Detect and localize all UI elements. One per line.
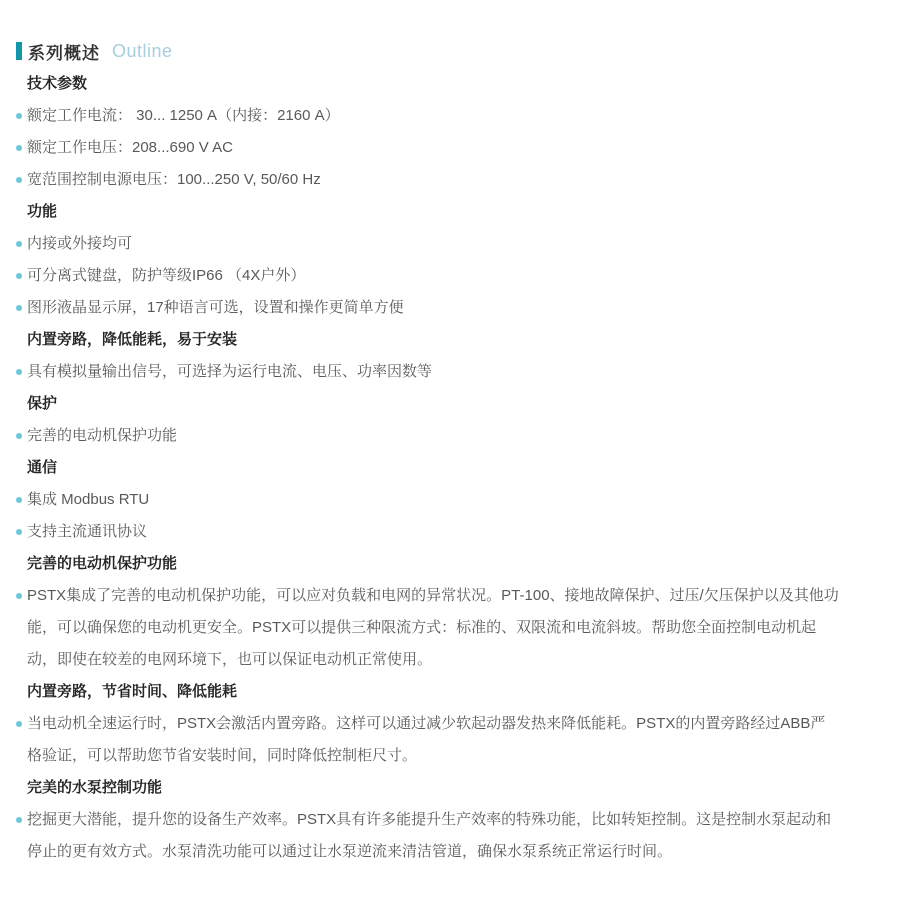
bullet-icon — [16, 817, 22, 823]
section-heading-tech-params: 技术参数 — [27, 75, 88, 92]
bullet-icon — [16, 433, 22, 439]
section-heading-bypass-save-time: 内置旁路，节省时间、降低能耗 — [27, 683, 238, 700]
list-item — [27, 292, 840, 324]
list-item-text: 额定工作电压：208...690 V AC — [27, 139, 233, 156]
list-item — [27, 228, 840, 260]
paragraph-text: PSTX集成了完善的电动机保护功能，可以应对负载和电网的异常状况。PT-100、接地故障保护、过压/欠压保护以及其他功能，可以确保您的电动机更安全。PSTX可以提供三种限流方式：标准的、双限流和电流斜坡。帮助您全面控制电动机起动，即使在较差的电网环境下，也可以保证电动机正常使用。 — [27, 587, 839, 668]
paragraph-item — [27, 708, 840, 772]
list-item — [27, 516, 840, 548]
list-item — [27, 260, 840, 292]
list-item — [27, 100, 840, 132]
bullet-icon — [16, 529, 22, 535]
bullet-icon — [16, 593, 22, 599]
section-heading-builtin-bypass: 内置旁路，降低能耗，易于安装 — [27, 331, 238, 348]
list-item-text: 完善的电动机保护功能 — [27, 427, 178, 444]
list-item — [27, 356, 840, 388]
page-title: 系列概述 — [28, 43, 100, 63]
list-item-text: 宽范围控制电源电压：100...250 V, 50/60 Hz — [27, 171, 321, 188]
section-heading-pump-control: 完美的水泵控制功能 — [27, 779, 163, 796]
list-item-text: 图形液晶显示屏，17种语言可选，设置和操作更简单方便 — [27, 299, 404, 316]
section-heading-protection: 保护 — [27, 395, 58, 412]
bullet-icon — [16, 305, 22, 311]
page-subtitle: Outline — [112, 40, 173, 61]
section-title-header — [16, 41, 900, 61]
list-item-text: 集成 Modbus RTU — [27, 491, 150, 508]
list-item-text: 额定工作电流： 30... 1250 A（内接：2160 A） — [27, 107, 340, 124]
accent-bar-icon — [16, 42, 22, 60]
paragraph-text: 当电动机全速运行时，PSTX会激活内置旁路。这样可以通过减少软起动器发热来降低能耗。PSTX的内置旁路经过ABB严格验证，可以帮助您节省安装时间，同时降低控制柜尺寸。 — [27, 715, 826, 764]
bullet-icon — [16, 497, 22, 503]
paragraph-text: 挖掘更大潜能，提升您的设备生产效率。PSTX具有许多能提升生产效率的特殊功能，比如转矩控制。这是控制水泵起动和停止的更有效方式。水泵清洗功能可以通过让水泵逆流来清洁管道，确保水泵系统正常运行时间。 — [27, 811, 832, 860]
bullet-icon — [16, 241, 22, 247]
bullet-icon — [16, 721, 22, 727]
bullet-icon — [16, 177, 22, 183]
bullet-icon — [16, 113, 22, 119]
paragraph-item — [27, 580, 840, 676]
list-item — [27, 132, 840, 164]
list-item — [27, 164, 840, 196]
content-area — [16, 68, 840, 868]
list-item-text: 支持主流通讯协议 — [27, 523, 148, 540]
list-item — [27, 420, 840, 452]
bullet-icon — [16, 145, 22, 151]
bullet-icon — [16, 369, 22, 375]
section-heading-communication: 通信 — [27, 459, 58, 476]
list-item — [27, 484, 840, 516]
list-item-text: 具有模拟量输出信号，可选择为运行电流、电压、功率因数等 — [27, 363, 433, 380]
paragraph-item — [27, 804, 840, 868]
list-item-text: 可分离式键盘，防护等级IP66 （4X户外） — [27, 267, 306, 284]
list-item-text: 内接或外接均可 — [27, 235, 133, 252]
bullet-icon — [16, 273, 22, 279]
section-heading-motor-protection: 完善的电动机保护功能 — [27, 555, 178, 572]
section-heading-functions: 功能 — [27, 203, 58, 220]
